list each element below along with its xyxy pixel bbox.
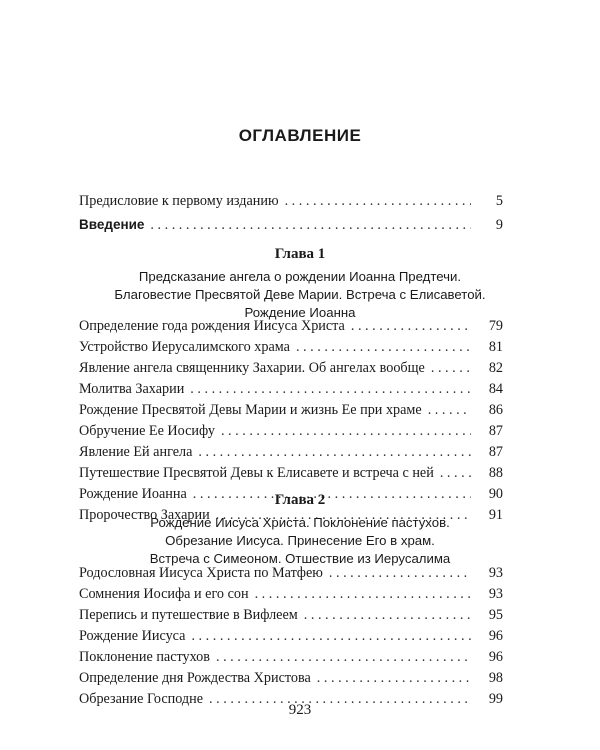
chapter-1-heading: Глава 1 bbox=[274, 246, 326, 262]
toc-entry-page: 91 bbox=[488, 507, 503, 523]
dot-leader bbox=[216, 647, 471, 668]
toc-entry-label: Определение дня Рождества Христова bbox=[79, 670, 311, 686]
dot-leader bbox=[191, 626, 471, 647]
toc-title: ОГЛАВЛЕНИЕ bbox=[238, 126, 362, 145]
toc-entry-page: 99 bbox=[488, 691, 503, 707]
toc-entry-preface[interactable] bbox=[79, 190, 503, 213]
toc-entry-page: 98 bbox=[488, 670, 503, 686]
dot-leader bbox=[255, 584, 471, 605]
toc-entry[interactable] bbox=[79, 316, 503, 337]
toc-entry-label: Предисловие к первому изданию bbox=[79, 193, 279, 209]
chapter-2-description bbox=[0, 514, 600, 568]
toc-entry-page: 86 bbox=[488, 402, 503, 418]
toc-entry-label: Явление Ей ангела bbox=[79, 444, 193, 460]
toc-entry-page: 5 bbox=[495, 193, 503, 209]
toc-entry-label: Определение года рождения Иисуса Христа bbox=[79, 318, 345, 334]
toc-entry-label: Устройство Иерусалимского храма bbox=[79, 339, 290, 355]
dot-leader bbox=[190, 379, 471, 400]
dot-leader bbox=[221, 421, 471, 442]
toc-entry[interactable] bbox=[79, 421, 503, 442]
chapter-desc-line: Обрезание Иисуса. Принесение Его в храм. bbox=[165, 533, 435, 548]
toc-entry[interactable] bbox=[79, 647, 503, 668]
toc-entry-label: Явление ангела священнику Захарии. Об ангелах вообще bbox=[79, 360, 425, 376]
toc-entry-label: Перепись и путешествие в Вифлеем bbox=[79, 607, 298, 623]
toc-entry-label: Введение bbox=[79, 217, 145, 232]
toc-entry-label: Поклонение пастухов bbox=[79, 649, 210, 665]
toc-entry[interactable] bbox=[79, 463, 503, 484]
toc-entry-page: 84 bbox=[488, 381, 503, 397]
toc-entry-label: Обручение Ее Иосифу bbox=[79, 423, 215, 439]
dot-leader bbox=[431, 358, 471, 379]
toc-entry-label: Пророчество Захарии bbox=[79, 507, 210, 523]
chapter-desc-line: Предсказание ангела о рождении Иоанна Предтечи. bbox=[138, 269, 462, 284]
toc-entry-page: 79 bbox=[488, 318, 503, 334]
chapter-desc-line: Встреча с Симеоном. Отшествие из Иерусалима bbox=[149, 551, 451, 566]
toc-entry-page: 90 bbox=[488, 486, 503, 502]
toc-entry[interactable] bbox=[79, 563, 503, 584]
toc-entry-label: Обрезание Господне bbox=[79, 691, 204, 707]
toc-entry-label: Рождение Иоанна bbox=[79, 486, 187, 502]
toc-entry-page: 93 bbox=[488, 565, 503, 581]
toc-entry[interactable] bbox=[79, 442, 503, 463]
chapter-desc-line: Благовестие Пресвятой Деве Марии. Встреча с Елисаветой. bbox=[114, 287, 486, 302]
dot-leader bbox=[440, 463, 471, 484]
toc-entry-label: Сомнения Иосифа и его сон bbox=[79, 586, 249, 602]
toc-entry-page: 9 bbox=[495, 217, 503, 233]
dot-leader bbox=[296, 337, 471, 358]
dot-leader bbox=[329, 563, 471, 584]
toc-entry[interactable] bbox=[79, 605, 503, 626]
toc-entry[interactable] bbox=[79, 668, 503, 689]
chapter-2-heading: Глава 2 bbox=[274, 492, 326, 508]
toc-entry[interactable] bbox=[79, 358, 503, 379]
toc-entry-label: Рождение Пресвятой Девы Марии и жизнь Ее при храме bbox=[79, 402, 422, 418]
dot-leader bbox=[304, 605, 471, 626]
toc-entry-page: 93 bbox=[488, 586, 503, 602]
toc-entry-page: 95 bbox=[488, 607, 503, 623]
chapter-1-description bbox=[0, 268, 600, 322]
toc-entry-page: 87 bbox=[488, 423, 503, 439]
toc-entry-page: 82 bbox=[488, 360, 503, 376]
chapter-desc-line: Рождение Иисуса Христа. Поклонение пастухов. bbox=[150, 515, 450, 530]
toc-entry[interactable] bbox=[79, 379, 503, 400]
chapter-desc-line: Рождение Иоанна bbox=[244, 305, 356, 320]
toc-entry-page: 96 bbox=[488, 628, 503, 644]
page-number: 923 bbox=[288, 702, 312, 718]
chapter-2-entries bbox=[79, 563, 503, 710]
toc-entry-introduction[interactable] bbox=[79, 213, 503, 236]
toc-entry[interactable] bbox=[79, 584, 503, 605]
dot-leader bbox=[428, 400, 471, 421]
toc-entry[interactable] bbox=[79, 626, 503, 647]
toc-entry-label: Родословная Иисуса Христа по Матфею bbox=[79, 565, 323, 581]
toc-entry-page: 81 bbox=[488, 339, 503, 355]
dot-leader bbox=[351, 316, 471, 337]
toc-entry[interactable] bbox=[79, 337, 503, 358]
toc-entry-page: 88 bbox=[488, 465, 503, 481]
dot-leader bbox=[285, 190, 471, 213]
toc-entry-page: 96 bbox=[488, 649, 503, 665]
toc-entry-label: Путешествие Пресвятой Девы к Елисавете и встреча с ней bbox=[79, 465, 434, 481]
toc-entry-label: Молитва Захарии bbox=[79, 381, 185, 397]
toc-entry-label: Рождение Иисуса bbox=[79, 628, 186, 644]
toc-entry-page: 87 bbox=[488, 444, 503, 460]
dot-leader bbox=[317, 668, 471, 689]
front-matter-list bbox=[79, 190, 503, 236]
dot-leader bbox=[150, 214, 471, 237]
toc-entry[interactable] bbox=[79, 400, 503, 421]
dot-leader bbox=[198, 442, 471, 463]
